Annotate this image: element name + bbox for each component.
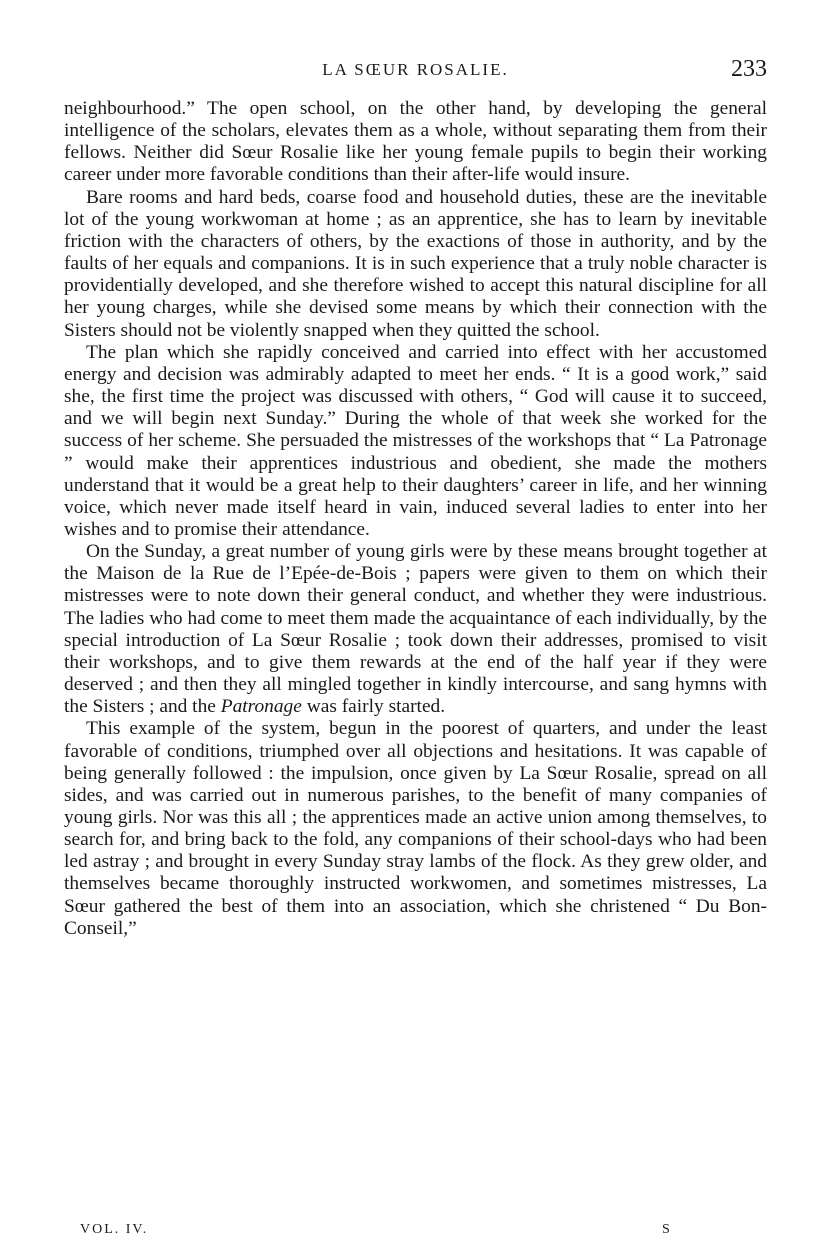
volume-label: VOL. IV. bbox=[80, 1222, 149, 1237]
paragraph bbox=[64, 187, 767, 342]
paragraph bbox=[64, 718, 767, 940]
paragraph-text: Bare rooms and hard beds, coarse food and household duties, these are the inevitable lot of the young workwoman at home ; as an apprentice, she has to learn by inevitable friction with the characters of others, by the exactions of those in authority, and by the faults of her equals and companions. It is in such experience that a truly noble character is providentially developed, and she therefore wished to accept this natural discipline for all her young charges, while she devised some means by which their connection with the Sisters should not be violently snapped when they quitted the school. bbox=[64, 186, 767, 341]
paragraph bbox=[64, 541, 767, 718]
body-text bbox=[64, 98, 767, 940]
paragraph bbox=[64, 342, 767, 541]
running-title: LA SŒUR ROSALIE. bbox=[322, 60, 509, 79]
paragraph bbox=[64, 98, 767, 187]
signature-mark: S bbox=[662, 1222, 672, 1237]
page-header bbox=[64, 56, 767, 86]
italic-term: Patronage bbox=[220, 696, 302, 718]
paragraph-text: neighbourhood.” The open school, on the other hand, by developing the general intelligence of the scholars, elevates them as a whole, without separating them from their fellows. Neither did Sœur Rosalie like her young female pupils to begin their working career under more favorable conditions than their after-life would insure. bbox=[64, 98, 767, 186]
paragraph-text: This example of the system, begun in the poorest of quarters, and under the least favorable of conditions, triumphed over all objections and hesitations. It was capable of being generally followed : the impulsion, once given by La Sœur Rosalie, spread on all sides, and was carried out in numerous parishes, to the benefit of many companies of young girls. Nor was this all ; the apprentices made an active union among themselves, to search for, and bring back to the fold, any companions of their school-days who had been led astray ; and brought in every Sunday stray lambs of the flock. As they grew older, and themselves became thoroughly instructed workwomen, and sometimes mistresses, La Sœur gathered the best of them into an association, which she christened “ Du Bon-Conseil,” bbox=[64, 718, 767, 939]
page-footer bbox=[80, 1222, 680, 1242]
paragraph-text-end: was fairly started. bbox=[301, 696, 446, 718]
paragraph-text: On the Sunday, a great number of young girls were by these means brought together at the Maison de la Rue de l’Epée-de-Bois ; papers were given to them on which their mistresses were to note down their general conduct, and whether they were industrious. The ladies who had come to meet them made the acquaintance of each individually, by the special introduction of La Sœur Rosalie ; took down their addresses, promised to visit their workshops, and to give them rewards at the end of the half year if they were deserved ; and then they all mingled together in kindly intercourse, and sang hymns with the Sisters ; and the bbox=[64, 541, 767, 718]
paragraph-text: The plan which she rapidly conceived and carried into effect with her accustomed energy and decision was admirably adapted to meet her ends. “ It is a good work,” said she, the first time the project was discussed with others, “ God will cause it to succeed, and we will begin next Sunday.” During the whole of that week she worked for the success of her scheme. She persuaded the mistresses of the workshops that “ La Patronage ” would make their apprentices industrious and obedient, she made the mothers understand that it would be a great help to their daughters’ career in life, and her winning voice, which never made itself heard in vain, induced several ladies to enter into her wishes and to promise their attendance. bbox=[64, 341, 767, 540]
page-number: 233 bbox=[731, 56, 767, 82]
